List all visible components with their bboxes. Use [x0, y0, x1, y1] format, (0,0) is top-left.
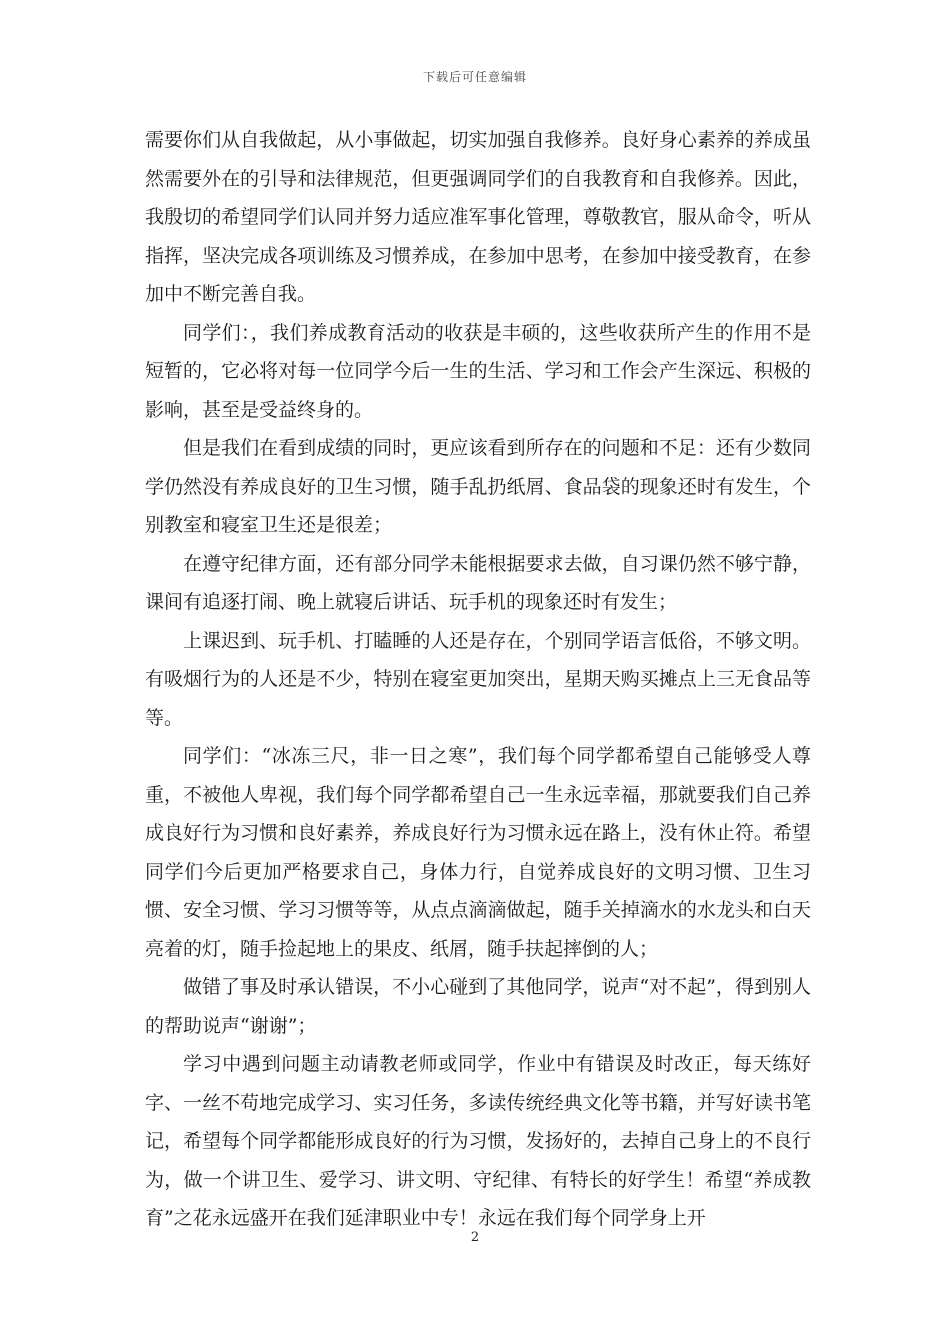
paragraph-continuation: 需要你们从自我做起，从小事做起，切实加强自我修养。良好身心素养的养成虽然需要外在的引导和法律规范，但更强调同学们的自我教育和自我修养。因此，我殷切的希望同学们认同并努力适应准军事化管理，尊敬教官，服从命令，听从指挥，坚决完成各项训练及习惯养成，在参加中思考，在参加中接受教育，在参加中不断完善自我。	[145, 129, 811, 305]
paragraph: 同学们：，我们养成教育活动的收获是丰硕的，这些收获所产生的作用不是短暂的，它必将对每一位同学今后一生的生活、学习和工作会产生深远、积极的影响，甚至是受益终身的。	[145, 321, 811, 421]
paragraph: 学习中遇到问题主动请教老师或同学，作业中有错误及时改正，每天练好字、一丝不苟地完成学习、实习任务，多读传统经典文化等书籍，并写好读书笔记，希望每个同学都能形成良好的行为习惯，发扬好的，去掉自己身上的不良行为，做一个讲卫生、爱学习、讲文明、守纪律、有特长的好学生！希望“养成教育”之花永远盛开在我们延津职业中专！永远在我们每个同学身上开	[145, 1053, 811, 1229]
paragraph: 做错了事及时承认错误，不小心碰到了其他同学，说声“对不起”，得到别人的帮助说声“谢谢”；	[145, 976, 811, 1037]
paragraph: 同学们：“冰冻三尺，非一日之寒”，我们每个同学都希望自己能够受人尊重，不被他人卑视，我们每个同学都希望自己一生永远幸福，那就要我们自己养成良好行为习惯和良好素养，养成良好行为习惯永远在路上，没有休止符。希望同学们今后更加严格要求自己，身体力行，自觉养成良好的文明习惯、卫生习惯、安全习惯、学习习惯等等，从点点滴滴做起，随手关掉滴水的水龙头和白天亮着的灯，随手捡起地上的果皮、纸屑，随手扶起摔倒的人；	[145, 745, 811, 960]
paragraph: 在遵守纪律方面，还有部分同学未能根据要求去做，自习课仍然不够宁静，课间有追逐打闹、晚上就寝后讲话、玩手机的现象还时有发生；	[145, 552, 811, 613]
paragraph: 上课迟到、玩手机、打瞌睡的人还是存在，个别同学语言低俗，不够文明。有吸烟行为的人还是不少，特别在寝室更加突出，星期天购买摊点上三无食品等等。	[145, 629, 811, 729]
page-number: 2	[470, 1230, 480, 1245]
document-body	[145, 121, 811, 1238]
paragraph: 但是我们在看到成绩的同时，更应该看到所存在的问题和不足：还有少数同学仍然没有养成良好的卫生习惯，随手乱扔纸屑、食品袋的现象还时有发生，个别教室和寝室卫生还是很差；	[145, 437, 811, 536]
page-header: 下载后可任意编辑	[422, 70, 527, 84]
